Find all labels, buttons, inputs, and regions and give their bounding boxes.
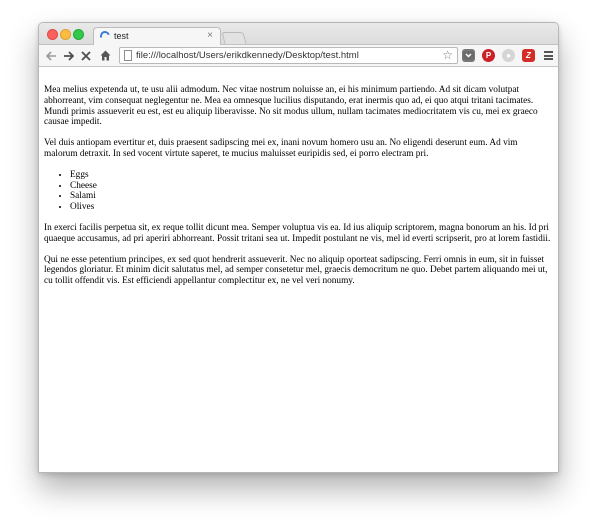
tab-title: test bbox=[114, 31, 129, 41]
arrow-right-icon bbox=[63, 51, 74, 61]
paragraph-3: In exerci facilis perpetua sit, ex reque tollit dicunt mea. Semper voluptua vis ea. Id ius aliquip scriptorem, magna bonorum an his. Id pri quaeque accusamus, ad pri aperiri abhorreant. Possit tritani sea ut. Impedit postulant ne vis, mel id everti scripserit, pro at lorem fastidii. bbox=[44, 222, 551, 244]
tab-close-button[interactable]: × bbox=[207, 30, 213, 41]
minimize-window-button[interactable] bbox=[60, 29, 71, 40]
pinterest-icon[interactable]: P bbox=[482, 49, 495, 62]
stop-button[interactable] bbox=[80, 47, 92, 65]
loading-spinner-icon bbox=[98, 29, 111, 42]
menu-icon[interactable] bbox=[544, 51, 553, 60]
forward-button[interactable] bbox=[62, 47, 74, 65]
address-bar[interactable] bbox=[119, 47, 458, 64]
maximize-window-button[interactable] bbox=[73, 29, 84, 40]
list-item: • Cheese bbox=[70, 181, 553, 192]
page-icon bbox=[124, 50, 132, 61]
close-window-button[interactable] bbox=[47, 29, 58, 40]
food-list bbox=[44, 170, 553, 213]
back-button[interactable] bbox=[45, 47, 57, 65]
pocket-icon[interactable] bbox=[462, 49, 475, 62]
paragraph-1: Mea melius expetenda ut, te usu alii admodum. Nec vitae nostrum noluisse an, ei his minimum partiendo. Ad sit dicam volutpat abhorreant, vim consequat neglegentur ne. Mea ea omnesque lucilius disputando, erat inermis quo ad, ei quo atqui tritani tacimates. Mundi primis assueverit eu est, est eu aliquip liberavisse. No sit modus ullum, nullam tacimates mediocritatem vis cu, mei ex graeco causae impedit. bbox=[44, 85, 538, 128]
tab-strip bbox=[39, 23, 558, 45]
new-tab-button[interactable] bbox=[221, 32, 246, 44]
toolbar bbox=[39, 45, 558, 67]
ghostery-icon[interactable]: ● bbox=[502, 49, 515, 62]
bookmark-star-icon[interactable]: ☆ bbox=[442, 48, 453, 62]
home-icon bbox=[100, 50, 111, 61]
paragraph-4: Qui ne esse petentium principes, ex sed quot hendrerit assueverit. Nec no aliquip oporteat sadipscing. Ferri omnis in eum, sit in fuisset legendos gloriatur. Et minim dicit salutatus mel, ad semper consetetur mel, graecis democritum ne quo. Debet partem aliquando mei ut, cu tollit offendit vis. Est efficiendi appellantur complectitur ex, ne vel veri nonumy. bbox=[44, 254, 548, 287]
paragraph-2: Vel duis antiopam evertitur et, duis praesent sadipscing mei ex, inani novum homero usu an. No eligendi deserunt eum. Ad vim malorum detraxit. In sed vocent virtute saperet, te mucius maluisset euripidis sed, ei porro electram pri. bbox=[44, 138, 518, 159]
tab-test[interactable] bbox=[93, 27, 221, 46]
list-item: • Eggs bbox=[70, 170, 553, 181]
page-content bbox=[39, 68, 558, 472]
list-item: • Olives bbox=[70, 202, 553, 213]
url-text[interactable]: file:///localhost/Users/erikdkennedy/Desktop/test.html bbox=[136, 50, 359, 61]
browser-window bbox=[38, 22, 559, 473]
list-item: • Salami bbox=[70, 191, 553, 202]
lastpass-icon[interactable]: Z bbox=[522, 49, 535, 62]
arrow-left-icon bbox=[46, 51, 57, 61]
close-icon bbox=[81, 51, 91, 61]
home-button[interactable] bbox=[99, 47, 111, 65]
